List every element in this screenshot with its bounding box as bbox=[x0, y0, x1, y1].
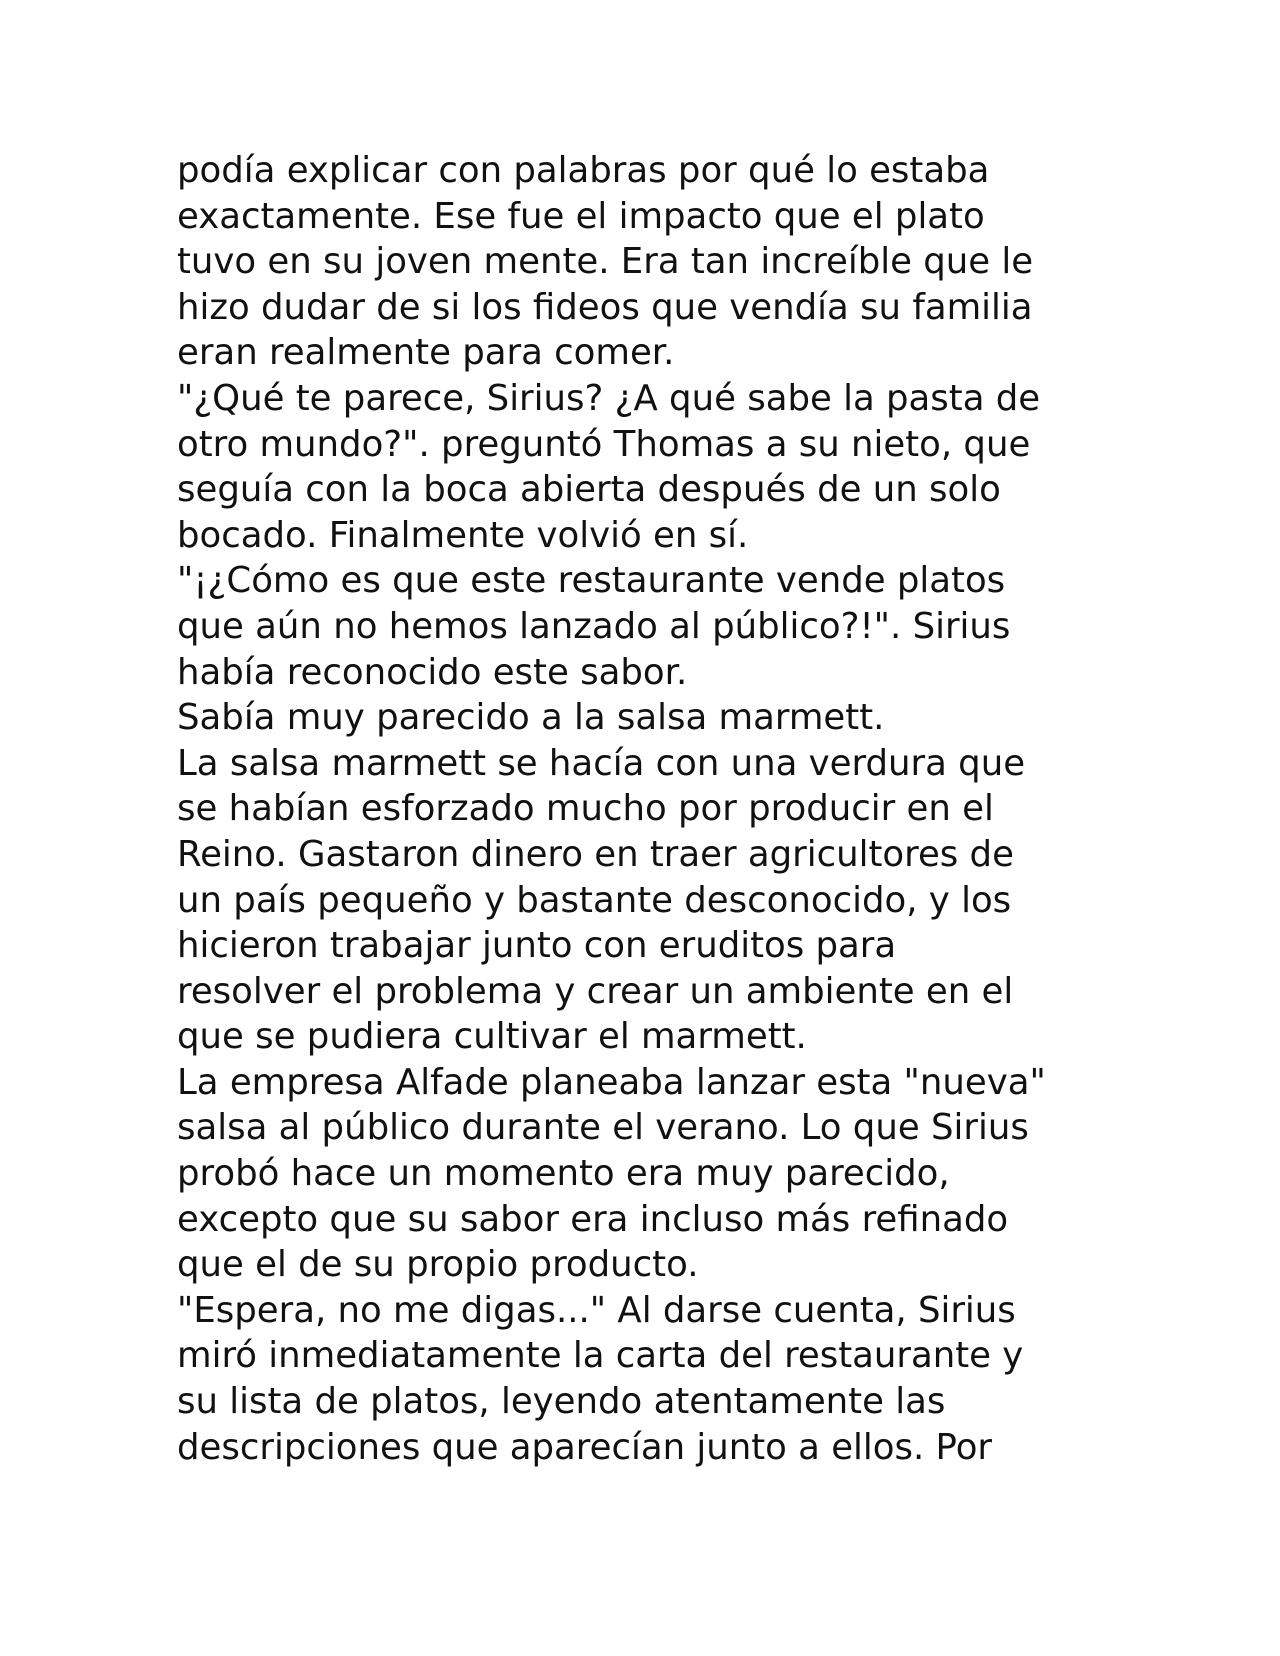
text-line: se habían esforzado mucho por producir en el bbox=[177, 788, 994, 830]
text-line: Reino. Gastaron dinero en traer agricultores de bbox=[177, 833, 1014, 875]
text-line: que aún no hemos lanzado al público?!". Sirius bbox=[177, 605, 1011, 647]
text-line: hicieron trabajar junto con eruditos para bbox=[177, 925, 897, 967]
text-line: excepto que su sabor era incluso más refinado bbox=[177, 1198, 1009, 1240]
text-line: "Espera, no me digas..." Al darse cuenta, Sirius bbox=[177, 1289, 1016, 1331]
text-line: resolver el problema y crear un ambiente en el bbox=[177, 970, 1014, 1012]
text-line: "¡¿Cómo es que este restaurante vende platos bbox=[177, 560, 1006, 602]
text-line: hizo dudar de si los fideos que vendía su familia bbox=[177, 286, 1033, 328]
text-line: "¿Qué te parece, Sirius? ¿A qué sabe la pasta de bbox=[177, 377, 1041, 419]
text-line: miró inmediatamente la carta del restaurante y bbox=[177, 1335, 1024, 1377]
text-line: que se pudiera cultivar el marmett. bbox=[177, 1016, 807, 1058]
text-line: bocado. Finalmente volvió en sí. bbox=[177, 514, 749, 556]
text-line: otro mundo?". preguntó Thomas a su nieto, que bbox=[177, 423, 1031, 465]
text-line: su lista de platos, leyendo atentamente las bbox=[177, 1381, 946, 1423]
text-line: tuvo en su joven mente. Era tan increíble que le bbox=[177, 241, 1034, 283]
text-line: La empresa Alfade planeaba lanzar esta "nueva" bbox=[177, 1061, 1046, 1103]
text-line: exactamente. Ese fue el impacto que el plato bbox=[177, 195, 985, 237]
text-line: seguía con la boca abierta después de un solo bbox=[177, 469, 1001, 511]
text-line: eran realmente para comer. bbox=[177, 332, 675, 374]
text-line: probó hace un momento era muy parecido, bbox=[177, 1153, 950, 1195]
text-line: podía explicar con palabras por qué lo estaba bbox=[177, 150, 990, 191]
text-line: Sabía muy parecido a la salsa marmett. bbox=[177, 697, 885, 739]
body-text bbox=[177, 148, 1137, 1470]
text-line: salsa al público durante el verano. Lo que Sirius bbox=[177, 1107, 1029, 1149]
text-line: La salsa marmett se hacía con una verdura que bbox=[177, 742, 1026, 784]
text-line: un país pequeño y bastante desconocido, y los bbox=[177, 879, 1012, 921]
text-line: había reconocido este sabor. bbox=[177, 651, 688, 693]
text-line: que el de su propio producto. bbox=[177, 1244, 699, 1286]
text-line: descripciones que aparecían junto a ellos. Por bbox=[177, 1426, 993, 1468]
